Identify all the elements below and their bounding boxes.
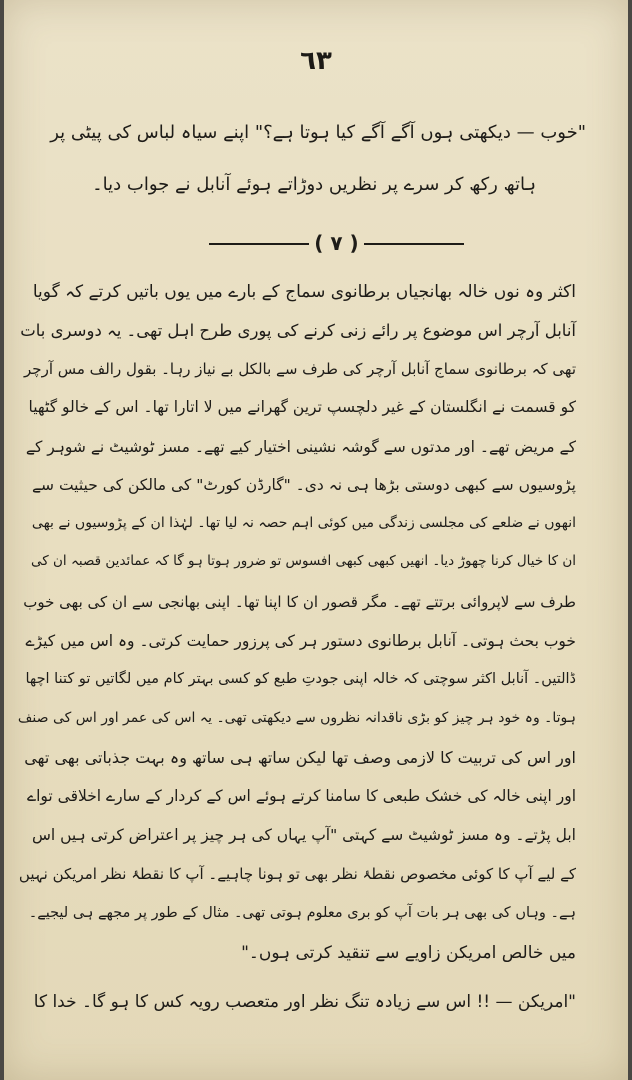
- text-line: اکثر وہ نوں خالہ بھانجیاں برطانوی سماج کے بارے میں یوں باتیں کرتے کہ گویا: [32, 282, 576, 302]
- text-line: کے لیے آپ کا کوئی مخصوص نقطۂ نظر بھی تو ہونا چاہیے۔ آپ کا نقطۂ نظر امریکن نہیں: [18, 865, 576, 883]
- text-line: کو قسمت نے انگلستان کے غیر دلچسپ ترین گھرانے میں لا اتارا تھا۔ اس کے خالو گٹھیا: [28, 398, 576, 416]
- text-line: آنابل آرچر اس موضوع پر رائے زنی کرنے کی پوری طرح اہل تھی۔ یہ دوسری بات: [20, 321, 576, 340]
- text-line: اور اس کی تربیت کا لازمی وصف تھا لیکن ساتھ ہی ساتھ وہ بہت جذباتی بھی تھی: [24, 748, 576, 767]
- text-line: ہوتا۔ وہ خود ہر چیز کو بڑی ناقدانہ نظروں سے دیکھتی تھی۔ یہ اس کی عمر اور اس کی صنف: [17, 710, 576, 726]
- text-line: "امریکن — !! اس سے زیادہ تنگ نظر اور متعصب رویہ کس کا ہو گا۔ خدا کا: [33, 992, 576, 1012]
- divider-rule-left: [209, 243, 309, 245]
- text-line: ہے۔ وہاں کی بھی ہر بات آپ کو بری معلوم ہوتی تھی۔ مثال کے طور پر مجھے ہی لیجیے۔: [28, 905, 576, 921]
- text-line: خوب بحث ہوتی۔ آنابل برطانوی دستور ہر کی پرزور حمایت کرتی۔ وہ اس میں کیڑے: [25, 632, 576, 650]
- text-line: میں خالص امریکن زاویے سے تنقید کرتی ہوں۔": [241, 943, 576, 963]
- text-line: ڈالتیں۔ آنابل اکثر سوچتی کہ خالہ اپنی جودتِ طبع کو کسی بہتر کام میں لگاتیں تو کتنا اچھا: [25, 671, 576, 687]
- text-line: ابل پڑتے۔ وہ مسز ٹوشیٹ سے کہتی "آپ یہاں کی ہر چیز پر اعتراض کرتی ہیں اس: [31, 826, 576, 844]
- text-line: انھوں نے ضلعے کی مجلسی زندگی میں کوئی اہم حصہ نہ لیا تھا۔ لہٰذا ان کے پڑوسیوں نے بھی: [31, 515, 576, 531]
- section-number: ( ۷ ): [314, 231, 359, 255]
- page-number: ٦٣: [300, 46, 332, 76]
- book-page: [4, 0, 628, 1080]
- text-line: "خوب — دیکھتی ہوں آگے آگے کیا ہوتا ہے؟" اپنے سیاہ لباس کی پیٹی پر: [50, 122, 586, 143]
- text-line: ہاتھ رکھ کر سرے پر نظریں دوڑاتے ہوئے آنابل نے جواب دیا۔: [92, 174, 536, 195]
- section-divider: [209, 231, 464, 255]
- text-line: اور اپنی خالہ کی خشک طبعی کا سامنا کرتے ہوئے اس کے کردار کے سارے اخلاقی تواے: [27, 787, 576, 805]
- text-line: تھی کہ برطانوی سماج آنابل آرچر کی طرف سے بالکل بے نیاز رہا۔ بقول رالف مس آرچر: [24, 360, 576, 378]
- divider-rule-right: [364, 243, 464, 245]
- text-line: کے مریض تھے۔ اور مدتوں سے گوشہ نشینی اختیار کیے تھے۔ مسز ٹوشیٹ نے شوہر کے: [25, 438, 576, 456]
- text-line: طرف سے لاپروائی برتتے تھے۔ مگر قصور ان کا اپنا تھا۔ اپنی بھانجی سے ان کی بھی خوب: [23, 593, 576, 611]
- page-text: [4, 0, 628, 1080]
- text-line: ان کا خیال کرنا چھوڑ دیا۔ انھیں کبھی کبھی افسوس تو ضرور ہوتا ہو گا کہ عمائدین قصبہ ان کی: [31, 553, 576, 569]
- text-line: پڑوسیوں سے کبھی دوستی بڑھا ہی نہ دی۔ "گارڈن کورٹ" کی مالکن کی حیثیت سے: [31, 476, 576, 494]
